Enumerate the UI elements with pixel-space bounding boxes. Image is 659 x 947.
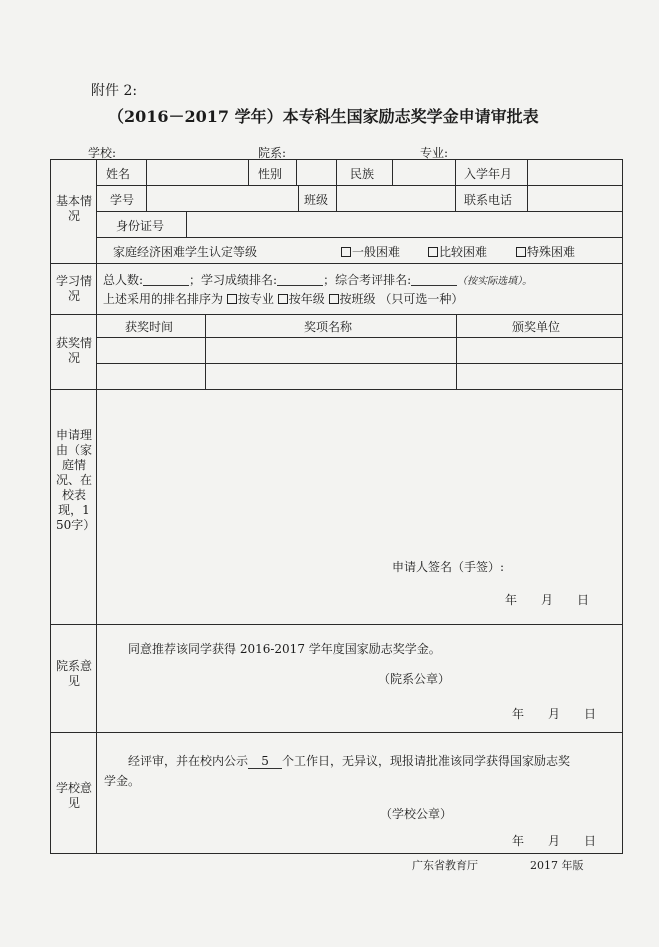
label-id-card: 身份证号 — [116, 219, 165, 233]
blank-grade-rank[interactable] — [277, 275, 323, 286]
col-award-org: 颁奖单位 — [512, 320, 561, 334]
award-row-1-org[interactable] — [458, 339, 621, 362]
hardship-option-relative[interactable]: 比较困难 — [428, 243, 487, 260]
school-approval-text-line2: 学金。 — [104, 774, 141, 788]
input-ethnicity[interactable] — [394, 160, 454, 184]
dept-stamp-label: （院系公章） — [378, 672, 451, 686]
award-row-2-name[interactable] — [207, 365, 455, 388]
school-date: 年 月 日 — [512, 834, 597, 848]
label-ethnicity: 民族 — [350, 167, 375, 181]
reason-date: 年 月 日 — [505, 593, 590, 607]
section-school-opinion: 学校意见 — [55, 781, 92, 810]
input-enroll-date[interactable] — [529, 160, 621, 184]
blank-total[interactable] — [143, 275, 189, 286]
edition-label: 2017 年版 — [530, 859, 584, 872]
label-name: 姓名 — [106, 167, 131, 181]
label-hardship-level: 家庭经济困难学生认定等级 — [113, 245, 258, 259]
applicant-signature-label: 申请人签名（手签）: — [392, 560, 505, 574]
issuer-label: 广东省教育厅 — [412, 859, 478, 872]
rank-basis-line: 上述采用的排名排序为 按专业 按年级 按班级 （只可选一种） — [103, 292, 464, 306]
label-enroll-date: 入学年月 — [464, 167, 513, 181]
input-name[interactable] — [149, 160, 247, 184]
checkbox-icon — [329, 294, 339, 304]
dept-date: 年 月 日 — [512, 707, 597, 721]
award-row-2-org[interactable] — [458, 365, 621, 388]
label-gender: 性别 — [258, 167, 283, 181]
rank-option-major[interactable]: 按专业 — [227, 292, 274, 306]
dept-recommendation-text: 同意推荐该同学获得 2016-2017 学年度国家励志奖学金。 — [128, 642, 441, 656]
checkbox-icon — [278, 294, 288, 304]
blank-overall-rank[interactable] — [411, 275, 457, 286]
major-label: 专业: — [420, 146, 449, 160]
input-gender[interactable] — [298, 160, 335, 184]
school-approval-text: 经评审，并在校内公示 5 个工作日，无异议，现报请批准该同学获得国家励志奖 — [128, 754, 571, 768]
section-basic-info: 基本情况 — [55, 194, 92, 223]
hardship-option-special[interactable]: 特殊困难 — [516, 243, 575, 260]
study-ranking-line: 总人数: ；学习成绩排名: ；综合考评排名: （按实际选填）。 — [103, 273, 533, 287]
input-phone[interactable] — [529, 186, 621, 210]
section-application-reason: 申请理由（家庭情况、在校表现，150字） — [56, 428, 96, 532]
col-award-time: 获奖时间 — [125, 320, 174, 334]
label-phone: 联系电话 — [464, 193, 513, 207]
rank-option-grade[interactable]: 按年级 — [278, 292, 325, 306]
section-awards: 获奖情况 — [55, 336, 92, 365]
attachment-label: 附件 2: — [91, 83, 138, 99]
section-dept-opinion: 院系意见 — [55, 659, 92, 688]
form-title: （2016－2017 学年）本专科生国家励志奖学金申请审批表 — [108, 107, 539, 126]
publicity-days[interactable]: 5 — [248, 754, 282, 769]
school-stamp-label: （学校公章） — [380, 807, 453, 821]
checkbox-icon — [516, 247, 526, 257]
col-award-name: 奖项名称 — [304, 320, 353, 334]
checkbox-icon — [341, 247, 351, 257]
input-id-card[interactable] — [188, 212, 621, 236]
hardship-option-general[interactable]: 一般困难 — [341, 243, 400, 260]
input-class[interactable] — [338, 186, 454, 210]
award-row-2-time[interactable] — [98, 365, 204, 388]
reason-text-area[interactable] — [100, 394, 618, 544]
award-row-1-time[interactable] — [98, 339, 204, 362]
section-study-info: 学习情况 — [55, 274, 92, 303]
school-label: 学校: — [88, 146, 117, 160]
input-student-id[interactable] — [149, 186, 297, 210]
checkbox-icon — [227, 294, 237, 304]
label-class: 班级 — [304, 193, 329, 207]
dept-label: 院系: — [258, 146, 287, 160]
label-student-id: 学号 — [110, 193, 135, 207]
award-row-1-name[interactable] — [207, 339, 455, 362]
checkbox-icon — [428, 247, 438, 257]
rank-option-class[interactable]: 按班级 — [329, 292, 376, 306]
